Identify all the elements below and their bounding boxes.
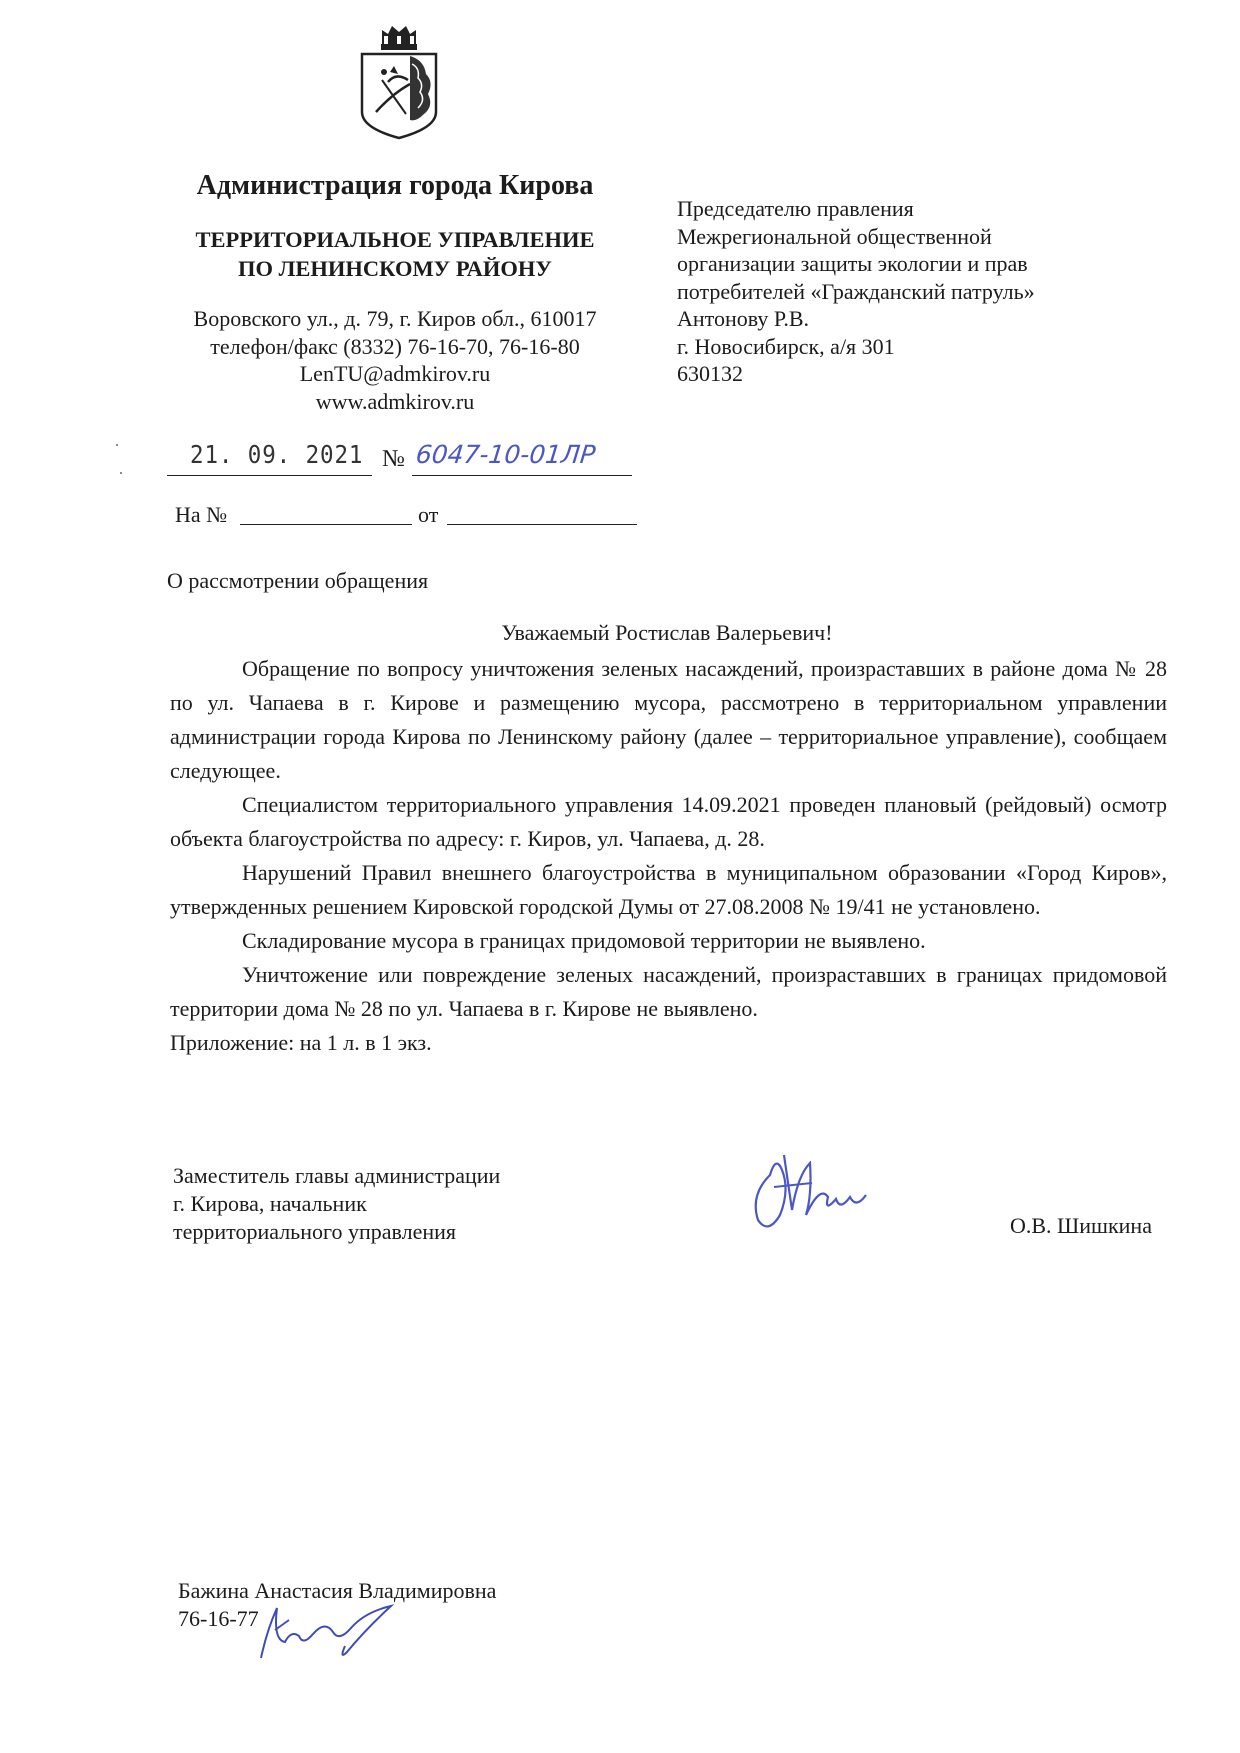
- department-title-line1: ТЕРРИТОРИАЛЬНОЕ УПРАВЛЕНИЕ: [195, 227, 595, 252]
- coat-of-arms-emblem: [354, 22, 444, 144]
- salutation: Уважаемый Ростислав Валерьевич!: [501, 620, 833, 645]
- signer-name: О.В. Шишкина: [1010, 1213, 1152, 1238]
- addressee-line: организации защиты экологии и прав: [677, 251, 1028, 276]
- department-title-line2: ПО ЛЕНИНСКОМУ РАЙОНУ: [238, 256, 552, 281]
- letter-subject: О рассмотрении обращения: [167, 568, 429, 593]
- signer-title-line: территориального управления: [173, 1219, 457, 1244]
- reference-number-label: На №: [175, 502, 228, 527]
- department-title: [160, 225, 630, 283]
- handwritten-signature: [740, 1135, 880, 1245]
- body-paragraph: Складирование мусора в границах придомовой территории не выявлено.: [242, 928, 926, 953]
- signer-title: [173, 1162, 573, 1246]
- addressee-line: г. Новосибирск, а/я 301: [677, 333, 895, 359]
- addressee-line: Межрегиональной общественной: [677, 223, 992, 249]
- addressee-line: Председателю правления: [677, 196, 914, 221]
- signer-title-line: г. Кирова, начальник: [173, 1191, 367, 1216]
- letter-body: [170, 652, 1167, 1060]
- body-paragraph: Специалистом территориального управления 14.09.2021 проведен плановый (рейдовый) осмотр объекта благоустройства по адресу: г. Киров, ул. Чапаева, д. 28.: [170, 792, 1167, 851]
- address: Воровского ул., д. 79, г. Киров обл., 610017: [193, 306, 597, 331]
- scan-artifact: [116, 444, 118, 446]
- body-paragraph: Уничтожение или повреждение зеленых насаждений, произраставших в границах придомовой территории дома № 28 по ул. Чапаева в г. Кирове не выявлено.: [170, 962, 1167, 1021]
- email: LenTU@admkirov.ru: [299, 361, 491, 386]
- organization-name: Администрация города Кирова: [196, 170, 594, 201]
- registration-date: 21. 09. 2021: [190, 440, 364, 469]
- phone-fax: телефон/факс (8332) 76-16-70, 76-16-80: [210, 333, 580, 359]
- reference-date-blank: [447, 524, 637, 525]
- executor-name: Бажина Анастасия Владимировна: [178, 1578, 497, 1603]
- registration-number-label: №: [382, 446, 405, 472]
- executor-phone: 76-16-77: [178, 1606, 259, 1631]
- website: www.admkirov.ru: [315, 388, 475, 414]
- addressee-line: Антонову Р.В.: [677, 306, 810, 331]
- body-paragraph: Нарушений Правил внешнего благоустройства в муниципальном образовании «Город Киров», утвержденных решением Кировской городской Думы от 27.08.2008 № 19/41 не установлено.: [170, 860, 1167, 919]
- attachment-note: Приложение: на 1 л. в 1 экз.: [170, 1030, 432, 1055]
- reference-number-blank: [240, 524, 412, 525]
- reference-from-label: от: [418, 502, 439, 527]
- signer-title-line: Заместитель главы администрации: [173, 1163, 501, 1188]
- number-underline: [412, 475, 632, 476]
- date-underline: [167, 475, 372, 476]
- scan-artifact: [120, 472, 122, 474]
- contact-block: [160, 305, 630, 415]
- addressee-line: потребителей «Гражданский патруль»: [677, 278, 1035, 304]
- body-paragraph: Обращение по вопросу уничтожения зеленых насаждений, произраставших в районе дома № 28 по ул. Чапаева в г. Кирове и размещению мусора, рассмотрено в территориальном управлении администрации города Кирова по Ленинскому району (далее – территориальное управление), сообщаем следующее.: [170, 656, 1167, 783]
- addressee-line: 630132: [677, 361, 743, 386]
- executor-signature: [255, 1590, 415, 1665]
- registration-number: 6047-10-01ЛР: [414, 440, 597, 469]
- addressee-block: [677, 195, 1097, 388]
